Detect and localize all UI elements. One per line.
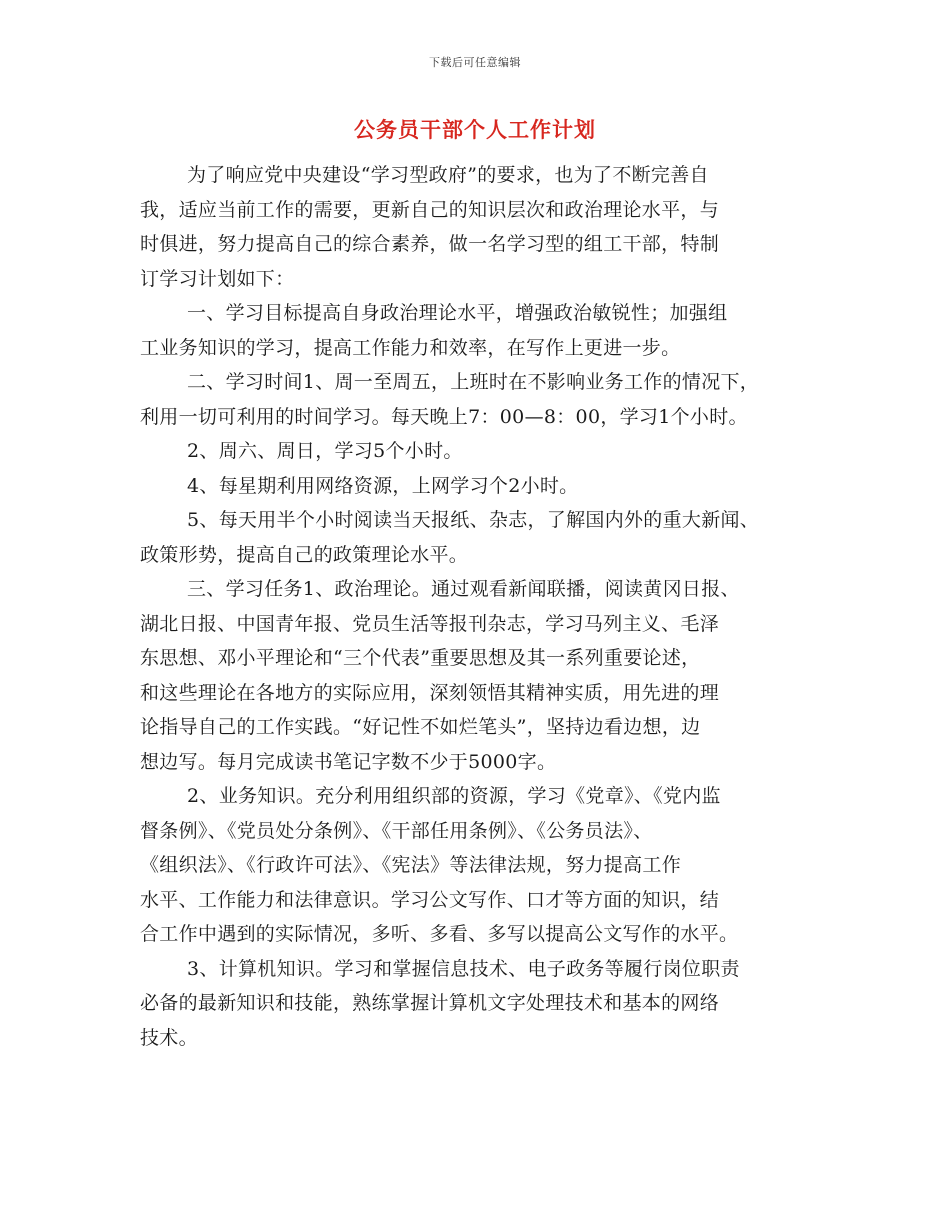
paragraph-line: 水平、工作能力和法律意识。学习公文写作、口才等方面的知识，结 [140, 888, 720, 911]
paragraph-line: 3、计算机知识。学习和掌握信息技术、电子政务等履行岗位职责 [187, 957, 740, 980]
paragraph-line: 利用一切可利用的时间学习。每天晚上7：00—8：00，学习1个小时。 [140, 405, 748, 428]
paragraph-line: 一、学习目标提高自身政治理论水平，增强政治敏锐性；加强组 [187, 302, 728, 324]
paragraph-line: 订学习计划如下： [140, 267, 295, 290]
paragraph-line: 5、每天用半个小时阅读当天报纸、杂志，了解国内外的重大新闻、 [187, 509, 760, 531]
paragraph-line: 技术。 [140, 1026, 198, 1049]
paragraph-line: 我，适应当前工作的需要，更新自己的知识层次和政治理论水平，与 [140, 198, 720, 221]
paragraph-line: 政策形势，提高自己的政策理论水平。 [140, 543, 469, 566]
paragraph-line: 2、业务知识。充分利用组织部的资源，学习《党章》、《党内监 [187, 785, 721, 807]
document-title: 公务员干部个人工作计划 [354, 117, 596, 142]
paragraph-line: 合工作中遇到的实际情况，多听、多看、多写以提高公文写作的水平。 [140, 923, 739, 945]
paragraph-line: 工业务知识的学习，提高工作能力和效率，在写作上更进一步。 [140, 336, 681, 359]
paragraph-line: 《组织法》、《行政许可法》、《宪法》等法律法规，努力提高工作 [140, 854, 682, 876]
document-body [140, 158, 830, 1055]
paragraph-line: 为了响应党中央建设“学习型政府”的要求，也为了不断完善自 [187, 164, 709, 186]
paragraph-line: 和这些理论在各地方的实际应用，深刻领悟其精神实质，用先进的理 [140, 681, 720, 704]
paragraph-line: 2、周六、周日，学习5个小时。 [187, 440, 463, 462]
paragraph-line: 二、学习时间1、周一至周五，上班时在不影响业务工作的情况下， [187, 371, 760, 393]
paragraph-line: 必备的最新知识和技能，熟练掌握计算机文字处理技术和基本的网络 [140, 992, 720, 1014]
paragraph-line: 想边写。每月完成读书笔记字数不少于5000字。 [140, 750, 557, 773]
paragraph-line: 论指导自己的工作实践。“好记性不如烂笔头”，坚持边看边想，边 [140, 716, 701, 738]
paragraph-line: 湖北日报、中国青年报、党员生活等报刊杂志，学习马列主义、毛泽 [140, 612, 720, 635]
paragraph-line: 4、每星期利用网络资源，上网学习个2小时。 [187, 474, 579, 497]
page-header: 下载后可任意编辑 [429, 56, 521, 69]
paragraph-line: 督条例》、《党员处分条例》、《干部任用条例》、《公务员法》、 [140, 819, 653, 842]
paragraph-line: 东思想、邓小平理论和“三个代表”重要思想及其一系列重要论述， [140, 647, 701, 669]
paragraph-line: 三、学习任务1、政治理论。通过观看新闻联播，阅读黄冈日报、 [187, 578, 740, 600]
paragraph-line: 时俱进，努力提高自己的综合素养，做一名学习型的组工干部，特制 [140, 233, 720, 255]
